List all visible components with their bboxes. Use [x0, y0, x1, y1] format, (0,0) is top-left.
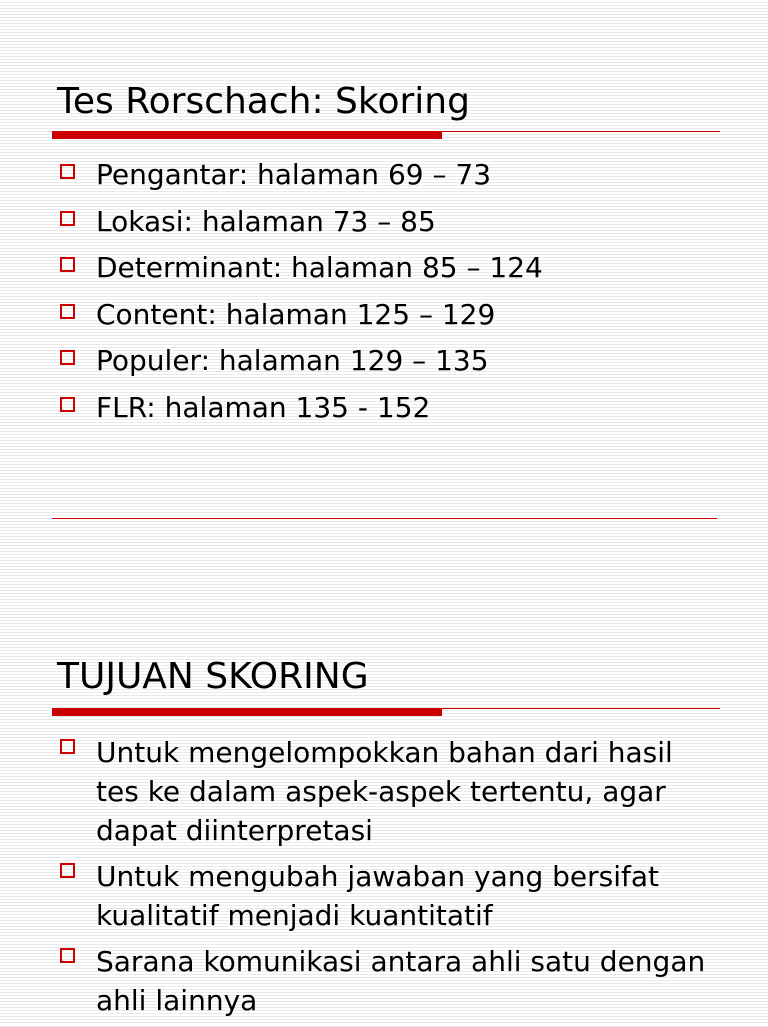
list-item	[58, 245, 543, 292]
square-bullet-icon	[60, 211, 75, 226]
list-item-text: Untuk mengelompokkan bahan dari hasil tes ke dalam aspek-aspek tertentu, agar dapat diinterpretasi	[96, 736, 673, 847]
list-item-text: Sarana komunikasi antara ahli satu dengan ahli lainnya	[96, 945, 706, 1017]
list-item-text: Lokasi: halaman 73 – 85	[96, 204, 436, 238]
title-underline-thick	[52, 131, 442, 139]
list-item	[58, 199, 543, 246]
list-item	[58, 733, 716, 850]
slide-2-bullet-list	[58, 733, 716, 1027]
list-item-text: Pengantar: halaman 69 – 73	[96, 158, 492, 191]
list-item-text: Content: halaman 125 – 129	[96, 297, 496, 331]
square-bullet-icon	[60, 304, 75, 319]
square-bullet-icon	[60, 397, 75, 412]
slide-2	[0, 575, 768, 1024]
title-underline-thin	[442, 131, 720, 132]
slide-divider	[52, 518, 717, 519]
list-item-text: Untuk mengubah jawaban yang bersifat kualitatif menjadi kuantitatif	[96, 860, 660, 932]
list-item	[58, 292, 543, 339]
title-underline-thick	[52, 708, 442, 716]
list-item	[58, 152, 543, 199]
list-item	[58, 338, 543, 385]
square-bullet-icon	[60, 739, 75, 754]
square-bullet-icon	[60, 164, 75, 179]
square-bullet-icon	[60, 350, 75, 365]
list-item	[58, 857, 716, 935]
slide-1-title: Tes Rorschach: Skoring	[57, 81, 470, 122]
list-item-text: Populer: halaman 129 – 135	[96, 344, 489, 377]
square-bullet-icon	[60, 863, 75, 878]
title-underline-thin	[442, 708, 720, 709]
list-item-text: FLR: halaman 135 - 152	[96, 390, 431, 424]
list-item	[58, 942, 716, 1020]
slide-2-title: TUJUAN SKORING	[57, 656, 369, 697]
square-bullet-icon	[60, 948, 75, 963]
list-item-text: Determinant: halaman 85 – 124	[96, 251, 543, 284]
square-bullet-icon	[60, 257, 75, 272]
list-item	[58, 385, 543, 432]
slide-1-bullet-list	[58, 152, 543, 431]
